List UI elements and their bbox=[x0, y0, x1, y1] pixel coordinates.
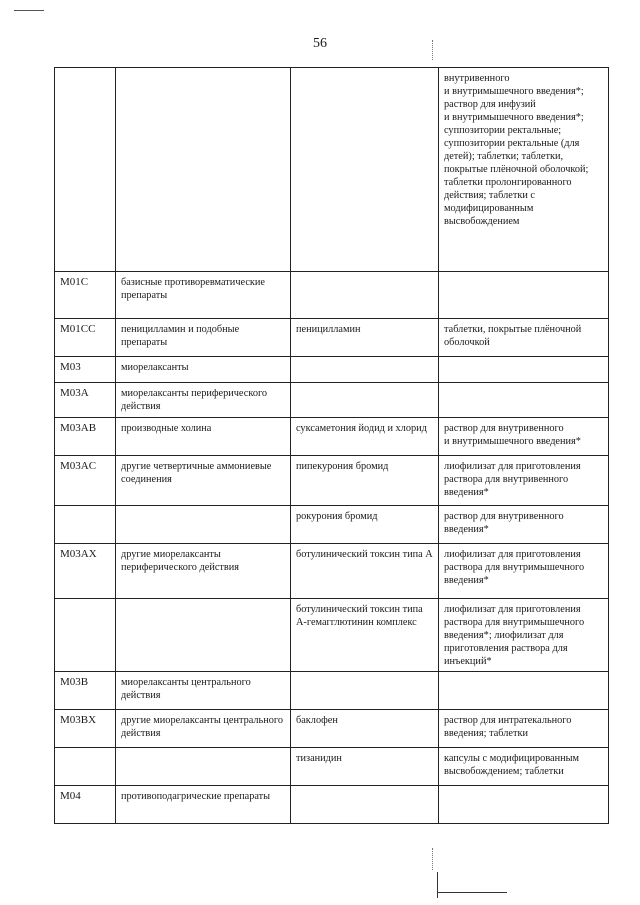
table-body bbox=[55, 68, 609, 824]
group-name-cell bbox=[116, 68, 291, 272]
table-row bbox=[55, 544, 609, 599]
group-name-cell: пеницилламин и подобные препараты bbox=[116, 319, 291, 357]
dosage-form-cell: внутривенного и внутримышечного введения*; раствор для инфузий и внутримышечного введения*; суппозитории ректальные; суппозитории ректальные (для детей); таблетки; таблетки, покрытые плёночной оболочкой; таблетки пролонгированного действия; таблетки с модифицированным высвобождением bbox=[439, 68, 609, 272]
table-row bbox=[55, 672, 609, 710]
code-cell: M03BX bbox=[55, 710, 116, 748]
dosage-form-cell bbox=[439, 357, 609, 383]
dosage-form-cell bbox=[439, 672, 609, 710]
drug-name-cell: рокурония бромид bbox=[291, 506, 439, 544]
scan-bottom-tick bbox=[437, 872, 438, 898]
dosage-form-cell: раствор для интратекального введения; таблетки bbox=[439, 710, 609, 748]
scan-edge-dots-top bbox=[432, 40, 434, 60]
drug-name-cell bbox=[291, 383, 439, 418]
group-name-cell bbox=[116, 748, 291, 786]
drug-name-cell: тизанидин bbox=[291, 748, 439, 786]
drug-name-cell: пипекурония бромид bbox=[291, 456, 439, 506]
code-cell bbox=[55, 506, 116, 544]
table-row bbox=[55, 786, 609, 824]
drug-name-cell: баклофен bbox=[291, 710, 439, 748]
drug-name-cell: ботулинический токсин типа А bbox=[291, 544, 439, 599]
drug-name-cell bbox=[291, 68, 439, 272]
dosage-form-cell: раствор для внутривенного введения* bbox=[439, 506, 609, 544]
table-row bbox=[55, 383, 609, 418]
drug-name-cell bbox=[291, 786, 439, 824]
group-name-cell: миорелаксанты bbox=[116, 357, 291, 383]
dosage-form-cell: лиофилизат для приготовления раствора для внутримышечного введения*; лиофилизат для приготовления раствора для инъекций* bbox=[439, 599, 609, 672]
code-cell: M03B bbox=[55, 672, 116, 710]
table-row bbox=[55, 418, 609, 456]
group-name-cell: миорелаксанты центрального действия bbox=[116, 672, 291, 710]
code-cell: M04 bbox=[55, 786, 116, 824]
group-name-cell bbox=[116, 599, 291, 672]
drug-name-cell: пеницилламин bbox=[291, 319, 439, 357]
code-cell bbox=[55, 748, 116, 786]
code-cell: M03 bbox=[55, 357, 116, 383]
scan-bottom-line bbox=[437, 892, 507, 893]
group-name-cell: базисные противоревматические препараты bbox=[116, 272, 291, 319]
dosage-form-cell bbox=[439, 786, 609, 824]
dosage-form-cell: лиофилизат для приготовления раствора для внутривенного введения* bbox=[439, 456, 609, 506]
page-number: 56 bbox=[313, 36, 327, 51]
drug-name-cell: суксаметония йодид и хлорид bbox=[291, 418, 439, 456]
code-cell: M03A bbox=[55, 383, 116, 418]
code-cell: M03AX bbox=[55, 544, 116, 599]
group-name-cell: противоподагрические препараты bbox=[116, 786, 291, 824]
drug-name-cell bbox=[291, 272, 439, 319]
dosage-form-cell: таблетки, покрытые плёночной оболочкой bbox=[439, 319, 609, 357]
dosage-form-cell: лиофилизат для приготовления раствора для внутримышечного введения* bbox=[439, 544, 609, 599]
table-row bbox=[55, 68, 609, 272]
dosage-form-cell bbox=[439, 272, 609, 319]
drug-name-cell bbox=[291, 672, 439, 710]
scan-corner-mark bbox=[14, 10, 44, 11]
table-row bbox=[55, 357, 609, 383]
code-cell bbox=[55, 68, 116, 272]
group-name-cell: другие миорелаксанты периферического действия bbox=[116, 544, 291, 599]
dosage-form-cell bbox=[439, 383, 609, 418]
drug-name-cell bbox=[291, 357, 439, 383]
table-row bbox=[55, 456, 609, 506]
code-cell: M01CC bbox=[55, 319, 116, 357]
drug-name-cell: ботулинический токсин типа А-гемагглютинин комплекс bbox=[291, 599, 439, 672]
code-cell: M03AB bbox=[55, 418, 116, 456]
dosage-form-cell: раствор для внутривенного и внутримышечного введения* bbox=[439, 418, 609, 456]
table-row bbox=[55, 710, 609, 748]
group-name-cell: миорелаксанты периферического действия bbox=[116, 383, 291, 418]
group-name-cell: производные холина bbox=[116, 418, 291, 456]
scan-edge-dots-bottom bbox=[432, 848, 434, 870]
group-name-cell: другие миорелаксанты центрального действия bbox=[116, 710, 291, 748]
group-name-cell: другие четвертичные аммониевые соединения bbox=[116, 456, 291, 506]
table-row bbox=[55, 748, 609, 786]
code-cell: M03AC bbox=[55, 456, 116, 506]
group-name-cell bbox=[116, 506, 291, 544]
table-row bbox=[55, 506, 609, 544]
table-row bbox=[55, 319, 609, 357]
dosage-form-cell: капсулы с модифицированным высвобождением; таблетки bbox=[439, 748, 609, 786]
table-row bbox=[55, 272, 609, 319]
code-cell: M01C bbox=[55, 272, 116, 319]
drug-table bbox=[54, 67, 609, 824]
table-row bbox=[55, 599, 609, 672]
code-cell bbox=[55, 599, 116, 672]
